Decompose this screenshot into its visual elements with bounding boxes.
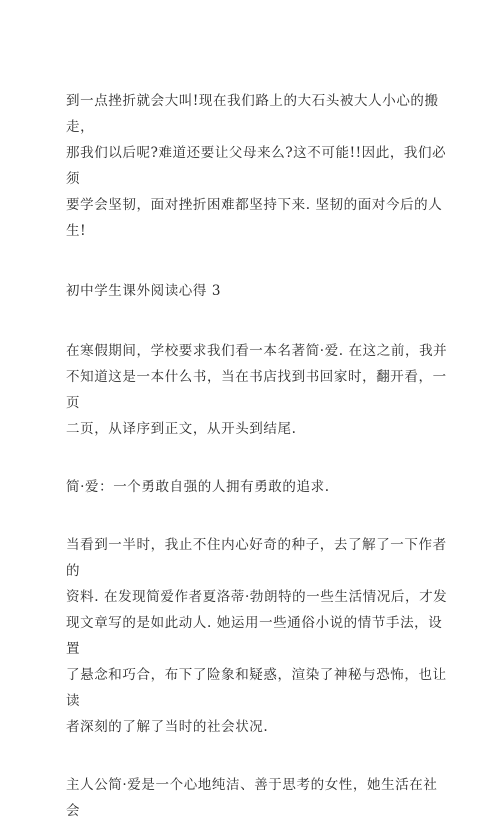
paragraph-5: 主人公简·爱是一个心地纯洁、善于思考的女性，她生活在社会 [66, 777, 438, 819]
document-body [66, 88, 448, 824]
paragraph-1: 到一点挫折就会大叫!现在我们路上的大石头被大人小心的搬走， 那我们以后呢?难道还要让父母来么?这不可能!!因此，我们必须 要学会坚韧，面对挫折困难都坚持下来. 坚韧的面对今后的人 生! [66, 93, 447, 239]
paragraph-2: 在寒假期间，学校要求我们看一本名著简·爱. 在这之前，我并 不知道这是一本什么书，当在书店找到书回家时，翻开看，一页 二页，从译序到正文，从开头到结尾. [66, 343, 448, 437]
section-heading: 初中学生课外阅读心得 3 [66, 283, 222, 299]
paragraph-3: 简·爱：一个勇敢自强的人拥有勇敢的追求. [66, 479, 330, 495]
paragraph-4: 当看到一半时，我止不住内心好奇的种子，去了解了一下作者的 资料. 在发现简爱作者夏洛蒂·勃朗特的一些生活情况后，才发 现文章写的是如此动人. 她运用一些通俗小说的情节手法，设置 了悬念和巧合，布下了险象和疑惑，渲染了神秘与恐怖，也让读 者深刻的了解了当时的社会状况. [66, 537, 448, 735]
